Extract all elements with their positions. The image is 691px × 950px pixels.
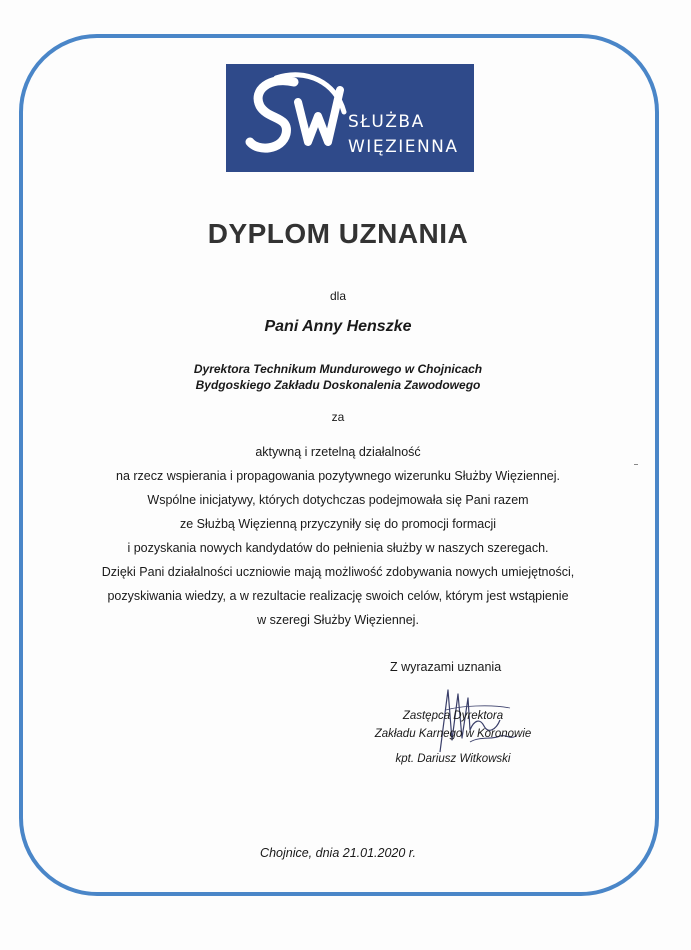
closing-phrase: Z wyrazami uznania <box>390 660 502 674</box>
sw-emblem-icon <box>240 72 350 164</box>
citation-line: i pozyskania nowych kandydatów do pełnienia służby w naszych szeregach. <box>127 541 549 555</box>
role-line-2: Bydgoskiego Zakładu Doskonalenia Zawodowego <box>195 378 481 392</box>
role-line-1: Dyrektora Technikum Mundurowego w Chojnicach <box>193 362 483 376</box>
diploma-title: DYPLOM UZNANIA <box>207 218 469 249</box>
citation-line: pozyskiwania wiedzy, a w rezultacie realizację swoich celów, którym jest wstąpienie <box>107 589 569 603</box>
recipient-name: Pani Anny Henszke <box>264 318 412 335</box>
citation-line: Wspólne inicjatywy, których dotychczas podejmowała się Pani razem <box>147 493 529 507</box>
citation-text <box>0 440 676 632</box>
issue-date: Chojnice, dnia 21.01.2020 r. <box>260 846 416 860</box>
logo-line-2: WIĘZIENNA <box>348 137 459 157</box>
za-label: za <box>331 410 345 424</box>
sluzba-wiezienna-logo <box>226 64 474 172</box>
signatory-position-2: Zakładu Karnego w Koronowie <box>374 728 532 740</box>
signatory-block <box>360 707 546 768</box>
logo-line-1: SŁUŻBA <box>348 112 425 132</box>
citation-line: ze Służbą Więzienną przyczyniły się do promocji formacji <box>179 517 497 531</box>
dla-label: dla <box>329 289 346 303</box>
citation-line: na rzecz wspierania i propagowania pozytywnego wizerunku Służby Więziennej. <box>116 469 560 483</box>
citation-line: w szeregi Służby Więziennej. <box>257 613 419 627</box>
signatory-name: kpt. Dariusz Witkowski <box>395 753 511 765</box>
scan-speck <box>634 464 638 465</box>
citation-line: Dzięki Pani działalności uczniowie mają możliwość zdobywania nowych umiejętności, <box>101 565 575 579</box>
recipient-role <box>0 361 676 393</box>
citation-line: aktywną i rzetelną działalność <box>255 445 421 459</box>
logo-wordmark <box>348 110 459 160</box>
signatory-position-1: Zastępca Dyrektora <box>402 710 504 722</box>
